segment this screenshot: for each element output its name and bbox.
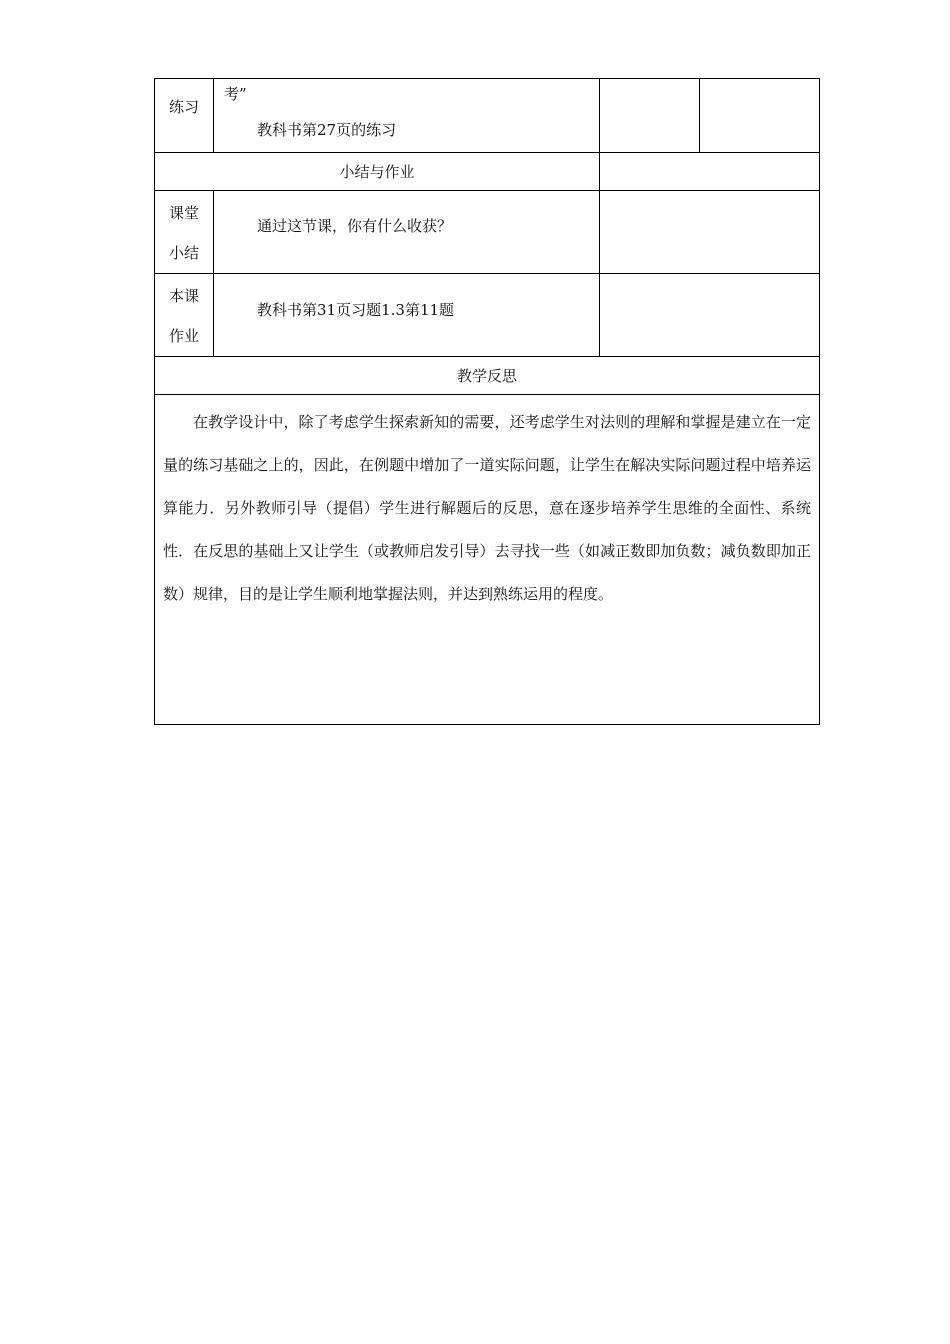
- homework-label-line2: 作业: [168, 327, 199, 345]
- practice-empty-cell-2: [700, 79, 820, 153]
- summary-header-text: 小结与作业: [339, 163, 415, 181]
- homework-label-line1: 本课: [168, 287, 199, 305]
- class-summary-content: 通过这节课，你有什么收获？: [257, 217, 453, 235]
- homework-label: [155, 274, 214, 357]
- practice-empty-cell-1: [600, 79, 700, 153]
- class-summary-label-line2: 小结: [168, 244, 199, 262]
- summary-header: [155, 153, 600, 191]
- class-summary-row: [155, 191, 820, 274]
- practice-label-text: 练习: [168, 98, 199, 116]
- summary-header-empty-cell: [600, 153, 820, 191]
- homework-empty-cell: [600, 274, 820, 357]
- practice-quote-fragment: 考”: [224, 85, 247, 103]
- homework-row: [155, 274, 820, 357]
- class-summary-label-line1: 课堂: [168, 204, 199, 222]
- class-summary-label: [155, 191, 214, 274]
- reflection-cell: [155, 395, 820, 725]
- reflection-header-text: 教学反思: [456, 367, 517, 385]
- practice-content: 教科书第27页的练习: [257, 121, 397, 139]
- practice-row: [155, 79, 820, 153]
- summary-header-row: [155, 153, 820, 191]
- reflection-header-row: [155, 357, 820, 395]
- homework-content-cell: [214, 274, 600, 357]
- reflection-header: [155, 357, 820, 395]
- practice-label: [155, 79, 214, 153]
- class-summary-content-cell: [214, 191, 600, 274]
- reflection-text: 在教学设计中，除了考虑学生探索新知的需要，还考虑学生对法则的理解和掌握是建立在一定量的练习基础之上的，因此，在例题中增加了一道实际问题，让学生在解决实际问题过程中培养运算能力．另外教师引导（提倡）学生进行解题后的反思，意在逐步培养学生思维的全面性、系统性．在反思的基础上又让学生（或教师启发引导）去寻找一些（如减正数即加负数；减负数即加正数）规律，目的是让学生顺利地掌握法则，并达到熟练运用的程度。: [163, 413, 811, 603]
- homework-content: 教科书第31页习题1.3第11题: [257, 301, 455, 319]
- lesson-plan-table: [154, 78, 820, 725]
- practice-content-cell: [214, 79, 600, 153]
- class-summary-empty-cell: [600, 191, 820, 274]
- reflection-row: [155, 395, 820, 725]
